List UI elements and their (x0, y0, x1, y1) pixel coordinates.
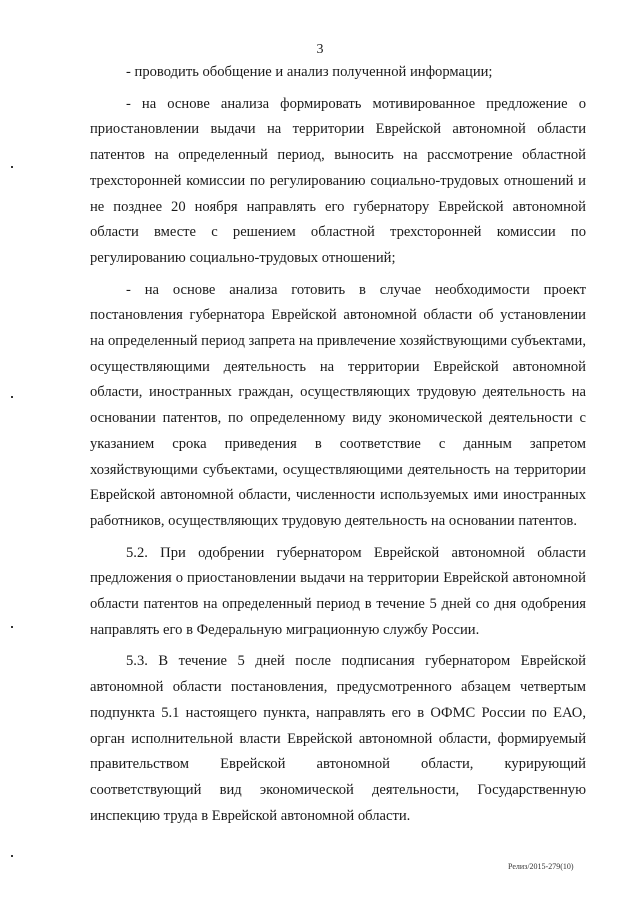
document-body (90, 60, 586, 829)
page-number: 3 (316, 42, 324, 57)
scan-mark (11, 855, 13, 857)
paragraph-draft-resolution: - на основе анализа готовить в случае необходимости проект постановления губернатора Еврейской автономной области об установлении на определенный период запрета на привлечение хозяйствующими субъектами, осуществляющими деятельность на территории Еврейской автономной области, иностранных граждан, осуществляющих трудовую деятельность на основании патентов, по определенному виду экономической деятельности с указанием срока приведения в соответствие с данным запретом хозяйствующими субъектами, осуществляющими деятельность на территории Еврейской автономной области, численности используемых ими иностранных работников, осуществляющих трудовую деятельность на основании патентов. (90, 281, 586, 529)
paragraph-summary: - проводить обобщение и анализ полученной информации; (126, 64, 493, 80)
scan-mark (11, 166, 13, 168)
scan-mark (11, 626, 13, 628)
footer-reference: Релиз/2015-279(10) (508, 862, 574, 871)
paragraph-5-2: 5.2. При одобрении губернатором Еврейской автономной области предложения о приостановлении выдачи на территории Еврейской автономной области патентов на определенный период в течение 5 дней со дня одобрения направлять его в Федеральную миграционную службу России. (90, 544, 586, 638)
scan-mark (11, 396, 13, 398)
paragraph-proposal: - на основе анализа формировать мотивированное предложение о приостановлении выдачи на территории Еврейской автономной области патентов на определенный период, выносить на рассмотрение областной трехсторонней комиссии по регулированию социально-трудовых отношений и не позднее 20 ноября направлять его губернатору Еврейской автономной области вместе с решением областной трехсторонней комиссии по регулированию социально-трудовых отношений; (90, 95, 586, 266)
paragraph-5-3: 5.3. В течение 5 дней после подписания губернатором Еврейской автономной области постановления, предусмотренного абзацем четвертым подпункта 5.1 настоящего пункта, направлять его в ОФМС России по ЕАО, орган исполнительной власти Еврейской автономной области, формируемый правительством Еврейской автономной области, курирующий соответствующий вид экономической деятельности, Государственную инспекцию труда в Еврейской автономной области. (90, 653, 586, 824)
